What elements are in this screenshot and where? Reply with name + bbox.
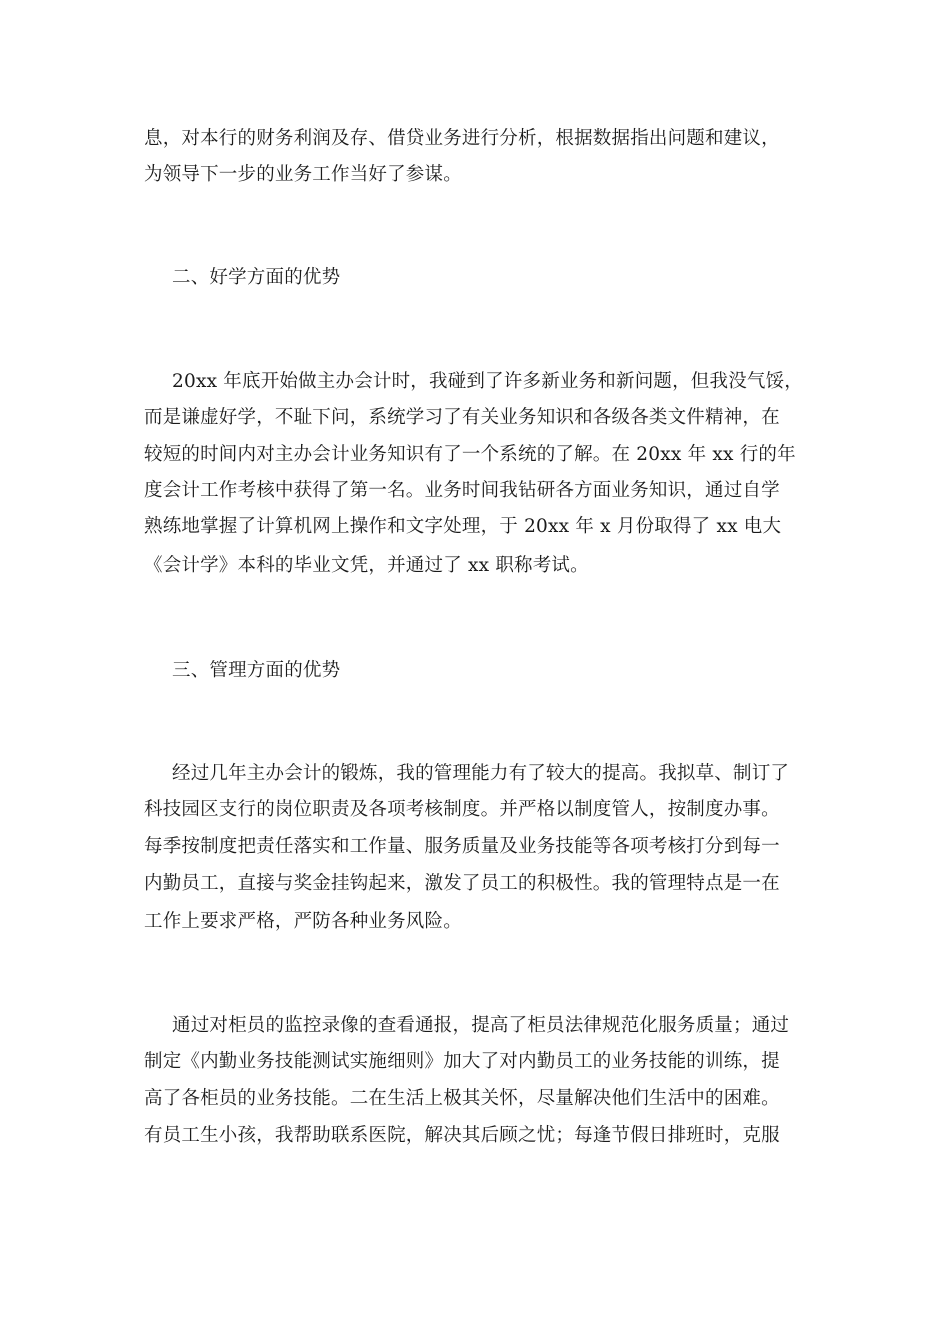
section2-line-1: 20xx 年底开始做主办会计时，我碰到了许多新业务和新问题，但我没气馁， bbox=[172, 371, 803, 392]
section2-line-4: 度会计工作考核中获得了第一名。业务时间我钻研各方面业务知识，通过自学 bbox=[144, 480, 780, 501]
section3-p1-line-5: 工作上要求严格，严防各种业务风险。 bbox=[144, 911, 462, 932]
intro-line-2: 为领导下一步的业务工作当好了参谋。 bbox=[144, 164, 462, 185]
section2-line-2: 而是谦虚好学，不耻下问，系统学习了有关业务知识和各级各类文件精神，在 bbox=[144, 407, 780, 428]
section3-p2-line-3: 高了各柜员的业务技能。二在生活上极其关怀，尽量解决他们生活中的困难。 bbox=[144, 1088, 780, 1109]
section2-line-5: 熟练地掌握了计算机网上操作和文字处理，于 20xx 年 x 月份取得了 xx 电大 bbox=[144, 516, 782, 537]
section3-p1-line-1: 经过几年主办会计的锻炼，我的管理能力有了较大的提高。我拟草、制订了 bbox=[172, 763, 790, 784]
section-heading-3: 三、管理方面的优势 bbox=[172, 660, 341, 681]
section3-p1-line-2: 科技园区支行的岗位职责及各项考核制度。并严格以制度管人，按制度办事。 bbox=[144, 799, 780, 820]
section-heading-2: 二、好学方面的优势 bbox=[172, 267, 341, 288]
section2-line-3: 较短的时间内对主办会计业务知识有了一个系统的了解。在 20xx 年 xx 行的年 bbox=[144, 444, 796, 465]
intro-line-1: 息，对本行的财务利润及存、借贷业务进行分析，根据数据指出问题和建议， bbox=[144, 128, 780, 149]
section3-p1-line-4: 内勤员工，直接与奖金挂钩起来，激发了员工的积极性。我的管理特点是一在 bbox=[144, 873, 780, 894]
section2-line-6: 《会计学》本科的毕业文凭，并通过了 xx 职称考试。 bbox=[144, 555, 589, 576]
section3-p2-line-2: 制定《内勤业务技能测试实施细则》加大了对内勤员工的业务技能的训练，提 bbox=[144, 1051, 780, 1072]
section3-p2-line-4: 有员工生小孩，我帮助联系医院，解决其后顾之忧；每逢节假日排班时，克服 bbox=[144, 1125, 780, 1146]
section3-p2-line-1: 通过对柜员的监控录像的查看通报，提高了柜员法律规范化服务质量；通过 bbox=[172, 1015, 790, 1036]
section3-p1-line-3: 每季按制度把责任落实和工作量、服务质量及业务技能等各项考核打分到每一 bbox=[144, 836, 780, 857]
